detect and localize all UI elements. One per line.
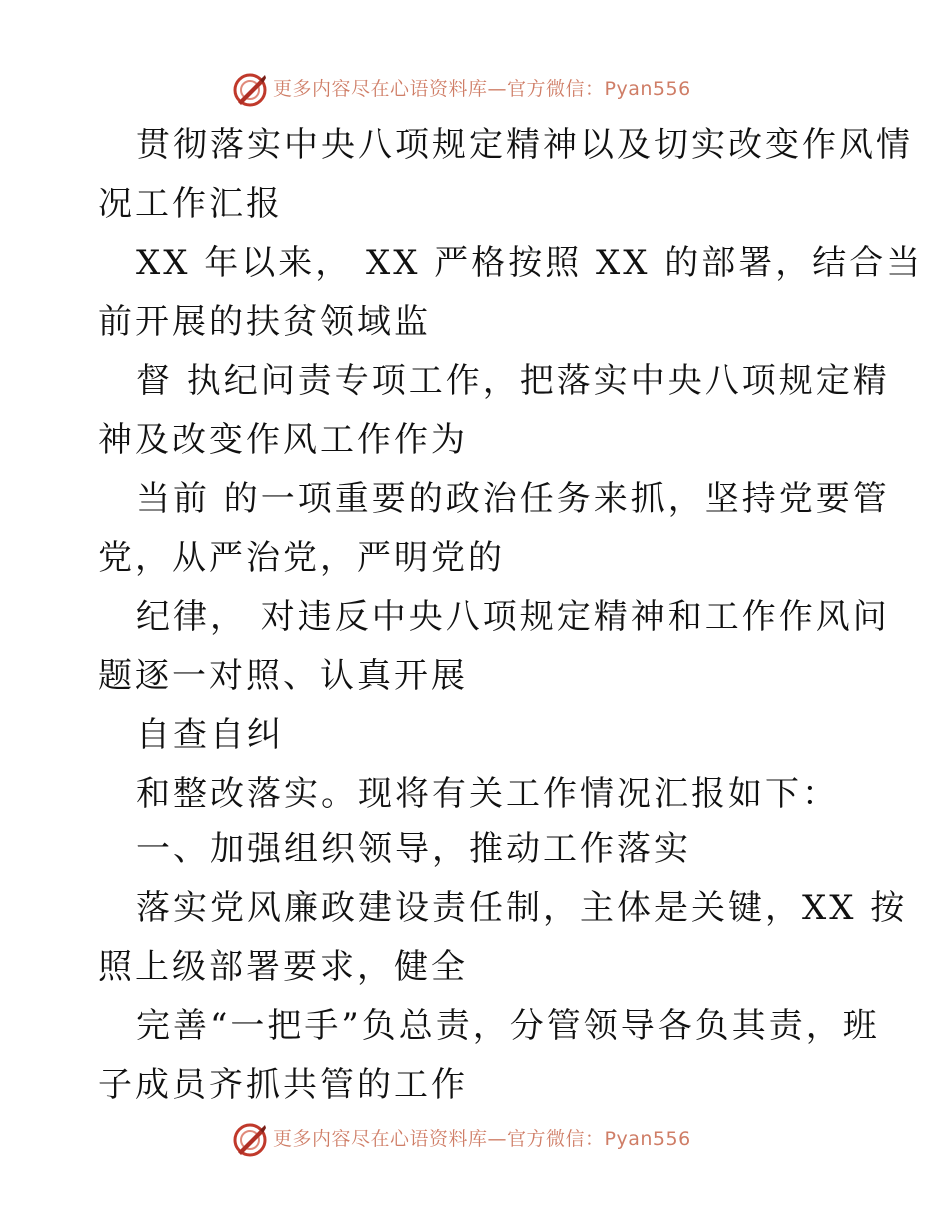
paragraph-line: 前开展的扶贫领域监 xyxy=(98,302,431,342)
paragraph-line: 完善“一把手”负总责，分管领导各负其责，班 xyxy=(136,1006,880,1046)
footer-banner-text: 更多内容尽在心语资料库—官方微信：Pyan556 xyxy=(273,1128,691,1150)
paragraph-line: 神及改变作风工作作为 xyxy=(98,420,468,460)
paragraph-line: 落实党风廉政建设责任制，主体是关键，XX 按 xyxy=(136,888,908,928)
paragraph-line: 当前 的一项重要的政治任务来抓，坚持党要管 xyxy=(136,479,890,519)
paragraph-line: 自查自纠 xyxy=(136,715,284,755)
paragraph-line: 题逐一对照、认真开展 xyxy=(98,656,468,696)
paragraph-line: 督 执纪问责专项工作，把落实中央八项规定精 xyxy=(136,361,890,401)
paragraph-line: XX 年以来， XX 严格按照 XX 的部署，结合当 xyxy=(136,243,924,283)
paragraph-line: 照上级部署要求，健全 xyxy=(98,947,468,987)
section-heading: 一、加强组织领导，推动工作落实 xyxy=(136,829,691,869)
document-title-line-2: 况工作汇报 xyxy=(98,184,283,224)
paragraph-line: 纪律， 对违反中央八项规定精神和工作作风问 xyxy=(136,597,890,637)
footer-banner xyxy=(0,1120,950,1160)
pen-logo-icon xyxy=(232,72,268,108)
paragraph-line: 党，从严治党，严明党的 xyxy=(98,538,505,578)
header-banner xyxy=(0,70,950,110)
pen-logo-icon xyxy=(232,1122,268,1158)
paragraph-line: 和整改落实。现将有关工作情况汇报如下： xyxy=(136,774,839,814)
paragraph-line: 子成员齐抓共管的工作 xyxy=(98,1065,468,1105)
header-banner-text: 更多内容尽在心语资料库—官方微信：Pyan556 xyxy=(273,78,691,100)
document-title-line-1: 贯彻落实中央八项规定精神以及切实改变作风情 xyxy=(136,125,913,165)
